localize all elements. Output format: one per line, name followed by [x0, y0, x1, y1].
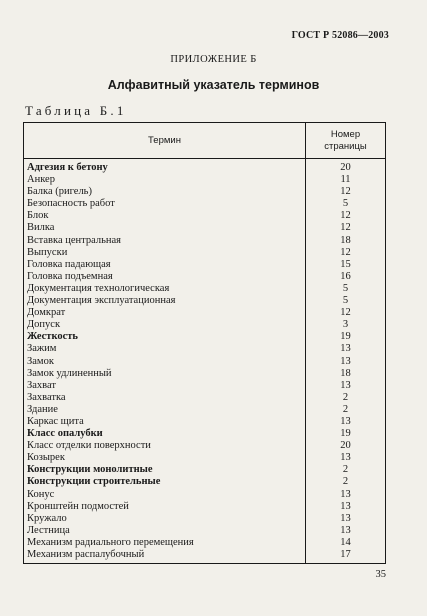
appendix-label: ПРИЛОЖЕНИЕ Б [170, 54, 257, 65]
doc-code: ГОСТ Р 52086—2003 [291, 30, 389, 41]
table-row [24, 392, 386, 404]
page-cell: 12 [306, 247, 386, 259]
page-cell: 12 [306, 186, 386, 198]
table-row [24, 428, 386, 440]
table-row [24, 331, 386, 343]
page-cell: 13 [306, 513, 386, 525]
term-cell: Конструкции монолитные [24, 464, 306, 476]
term-cell: Здание [24, 404, 306, 416]
page-cell: 13 [306, 489, 386, 501]
table-caption: Таблица Б.1 [25, 103, 127, 118]
term-cell: Зажим [24, 343, 306, 355]
term-cell: Безопасность работ [24, 198, 306, 210]
page-column-header [306, 123, 386, 159]
page-cell: 17 [306, 549, 386, 564]
index-title: Алфавитный указатель терминов [107, 78, 320, 92]
table-row [24, 489, 386, 501]
table-row [24, 525, 386, 537]
page-cell: 13 [306, 452, 386, 464]
page-cell: 5 [306, 295, 386, 307]
table-row [24, 404, 386, 416]
page-number: 35 [375, 569, 386, 580]
table-row [24, 452, 386, 464]
term-cell: Домкрат [24, 307, 306, 319]
page-cell: 2 [306, 464, 386, 476]
table-row [24, 356, 386, 368]
term-cell: Замок [24, 356, 306, 368]
table-row [24, 259, 386, 271]
term-cell: Жесткость [24, 331, 306, 343]
page-cell: 20 [306, 440, 386, 452]
page-cell: 18 [306, 235, 386, 247]
page-cell: 2 [306, 476, 386, 488]
term-cell: Замок удлиненный [24, 368, 306, 380]
table-row [24, 343, 386, 355]
page-cell: 3 [306, 319, 386, 331]
page-cell: 20 [306, 159, 386, 175]
page-cell: 11 [306, 174, 386, 186]
page-cell: 13 [306, 343, 386, 355]
term-cell: Вставка центральная [24, 235, 306, 247]
term-cell: Козырек [24, 452, 306, 464]
terms-table [23, 122, 386, 564]
table-row [24, 295, 386, 307]
table-row [24, 174, 386, 186]
term-cell: Блок [24, 210, 306, 222]
term-cell: Документация технологическая [24, 283, 306, 295]
term-cell: Захват [24, 380, 306, 392]
table-row [24, 222, 386, 234]
term-cell: Кронштейн подмостей [24, 501, 306, 513]
page-cell: 13 [306, 525, 386, 537]
table-header-row [24, 123, 386, 159]
table-row [24, 307, 386, 319]
table-row [24, 501, 386, 513]
table-row [24, 198, 386, 210]
term-cell: Анкер [24, 174, 306, 186]
table-row [24, 380, 386, 392]
table-row [24, 159, 386, 175]
term-cell: Головка падающая [24, 259, 306, 271]
table-row [24, 186, 386, 198]
term-cell: Захватка [24, 392, 306, 404]
page-cell: 5 [306, 283, 386, 295]
term-cell: Документация эксплуатационная [24, 295, 306, 307]
terms-table-wrapper [23, 122, 385, 564]
page-cell: 12 [306, 222, 386, 234]
page-cell: 12 [306, 210, 386, 222]
page-cell: 15 [306, 259, 386, 271]
term-cell: Адгезия к бетону [24, 159, 306, 175]
term-cell: Конус [24, 489, 306, 501]
table-row [24, 247, 386, 259]
page-cell: 13 [306, 356, 386, 368]
term-cell: Лестница [24, 525, 306, 537]
page-header-line1: Номер [330, 128, 361, 140]
table-row [24, 464, 386, 476]
table-row [24, 513, 386, 525]
page-cell: 13 [306, 380, 386, 392]
page-header-line2: страницы [324, 140, 367, 152]
term-cell: Кружало [24, 513, 306, 525]
table-row [24, 549, 386, 564]
page-cell: 19 [306, 331, 386, 343]
page-cell: 19 [306, 428, 386, 440]
term-cell: Головка подъемная [24, 271, 306, 283]
table-row [24, 235, 386, 247]
table-body [24, 159, 386, 564]
page-cell: 5 [306, 198, 386, 210]
table-row [24, 416, 386, 428]
term-cell: Конструкции строительные [24, 476, 306, 488]
table-row [24, 319, 386, 331]
term-cell: Выпуски [24, 247, 306, 259]
term-cell: Балка (ригель) [24, 186, 306, 198]
table-row [24, 210, 386, 222]
term-cell: Вилка [24, 222, 306, 234]
term-cell: Класс отделки поверхности [24, 440, 306, 452]
term-cell: Класс опалубки [24, 428, 306, 440]
page-cell: 2 [306, 392, 386, 404]
term-cell: Механизм радиального перемещения [24, 537, 306, 549]
page-cell: 14 [306, 537, 386, 549]
page-cell: 13 [306, 501, 386, 513]
page-cell: 16 [306, 271, 386, 283]
table-row [24, 537, 386, 549]
term-column-header: Термин [24, 123, 306, 159]
table-row [24, 440, 386, 452]
page-cell: 18 [306, 368, 386, 380]
table-row [24, 283, 386, 295]
term-cell: Каркас щита [24, 416, 306, 428]
table-row [24, 476, 386, 488]
table-row [24, 271, 386, 283]
page-cell: 2 [306, 404, 386, 416]
page-cell: 12 [306, 307, 386, 319]
term-cell: Допуск [24, 319, 306, 331]
term-cell: Механизм распалубочный [24, 549, 306, 564]
page-cell: 13 [306, 416, 386, 428]
table-row [24, 368, 386, 380]
